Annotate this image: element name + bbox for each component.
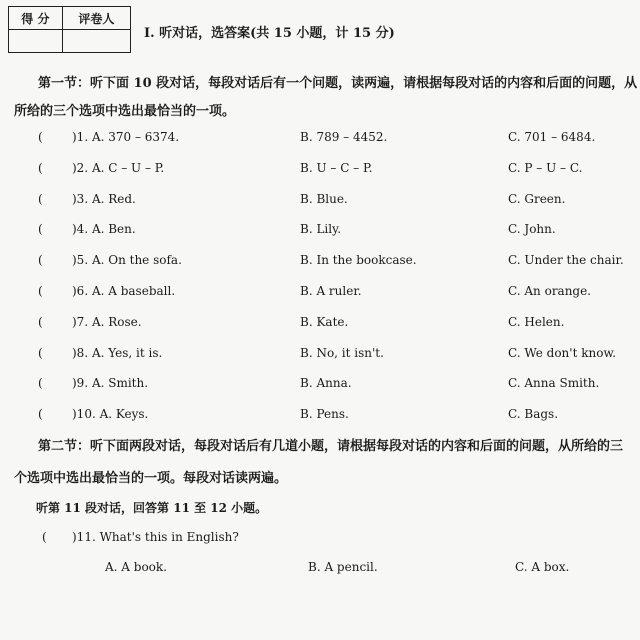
option-a: )2. A. C – U – P. — [72, 160, 165, 175]
question-stem: )11. What's this in English? — [72, 530, 239, 544]
option-b: B. In the bookcase. — [300, 253, 417, 268]
answer-blank[interactable]: ( — [38, 222, 43, 237]
option-c: C. We don't know. — [508, 345, 617, 360]
option-c: C. Under the chair. — [508, 253, 624, 268]
option-c: C. P – U – C. — [508, 160, 583, 175]
grader-cell — [62, 30, 130, 53]
option-a: )3. A. Red. — [72, 191, 136, 206]
option-a: )5. A. On the sofa. — [72, 253, 182, 268]
option-b: B. U – C – P. — [300, 160, 373, 175]
option-a: )8. A. Yes, it is. — [72, 345, 163, 360]
option-c: C. Anna Smith. — [508, 376, 600, 391]
answer-blank[interactable]: ( — [42, 530, 47, 544]
option-b: B. Lily. — [300, 222, 342, 237]
part1-instructions-line2: 所给的三个选项中选出最恰当的一项。 — [14, 104, 236, 119]
option-c: C. Green. — [508, 191, 566, 206]
option-a: )1. A. 370 – 6374. — [72, 130, 180, 144]
answer-blank[interactable]: ( — [38, 253, 43, 268]
option-c: C. An orange. — [508, 284, 592, 298]
option-b: B. A ruler. — [300, 284, 362, 298]
answer-blank[interactable]: ( — [38, 376, 43, 391]
option-b: B. Kate. — [300, 314, 349, 329]
part2-instructions-line1: 第二节：听下面两段对话，每段对话后有几道小题，请根据每段对话的内容和后面的问题，从所给的三 — [38, 439, 624, 454]
answer-blank[interactable]: ( — [38, 314, 43, 329]
part2-subheading: 听第 11 段对话，回答第 11 至 12 小题。 — [36, 501, 268, 515]
option-c: C. Helen. — [508, 314, 565, 329]
option-a: A. A book. — [105, 560, 167, 574]
part2-instructions-line2: 个选项中选出最恰当的一项。每段对话读两遍。 — [14, 471, 288, 486]
answer-blank[interactable]: ( — [38, 345, 43, 360]
option-c: C. Bags. — [508, 407, 559, 422]
option-a: )9. A. Smith. — [72, 376, 149, 391]
score-label: 得 分 — [9, 7, 63, 30]
option-b: B. 789 – 4452. — [300, 130, 388, 144]
answer-blank[interactable]: ( — [38, 160, 43, 175]
option-a: )6. A. A baseball. — [72, 284, 176, 298]
option-a: )4. A. Ben. — [72, 222, 136, 237]
section-title: Ⅰ. 听对话，选答案(共 15 小题，计 15 分) — [144, 26, 395, 41]
option-b: B. A pencil. — [308, 560, 378, 574]
answer-blank[interactable]: ( — [38, 284, 43, 298]
score-table — [8, 6, 131, 53]
option-b: B. Anna. — [300, 376, 352, 391]
option-a: )7. A. Rose. — [72, 314, 142, 329]
grader-label: 评卷人 — [62, 7, 130, 30]
option-b: B. Pens. — [300, 407, 349, 422]
option-a: )10. A. Keys. — [72, 407, 149, 422]
option-c: C. 701 – 6484. — [508, 130, 596, 144]
answer-blank[interactable]: ( — [38, 191, 43, 206]
part1-instructions-line1: 第一节：听下面 10 段对话，每段对话后有一个问题，读两遍，请根据每段对话的内容和后面的问题，从 — [38, 76, 638, 91]
option-b: B. Blue. — [300, 191, 348, 206]
option-b: B. No, it isn't. — [300, 345, 384, 360]
answer-blank[interactable]: ( — [38, 130, 43, 144]
score-cell — [9, 30, 63, 53]
answer-blank[interactable]: ( — [38, 407, 43, 422]
option-c: C. A box. — [515, 560, 570, 574]
option-c: C. John. — [508, 222, 556, 237]
